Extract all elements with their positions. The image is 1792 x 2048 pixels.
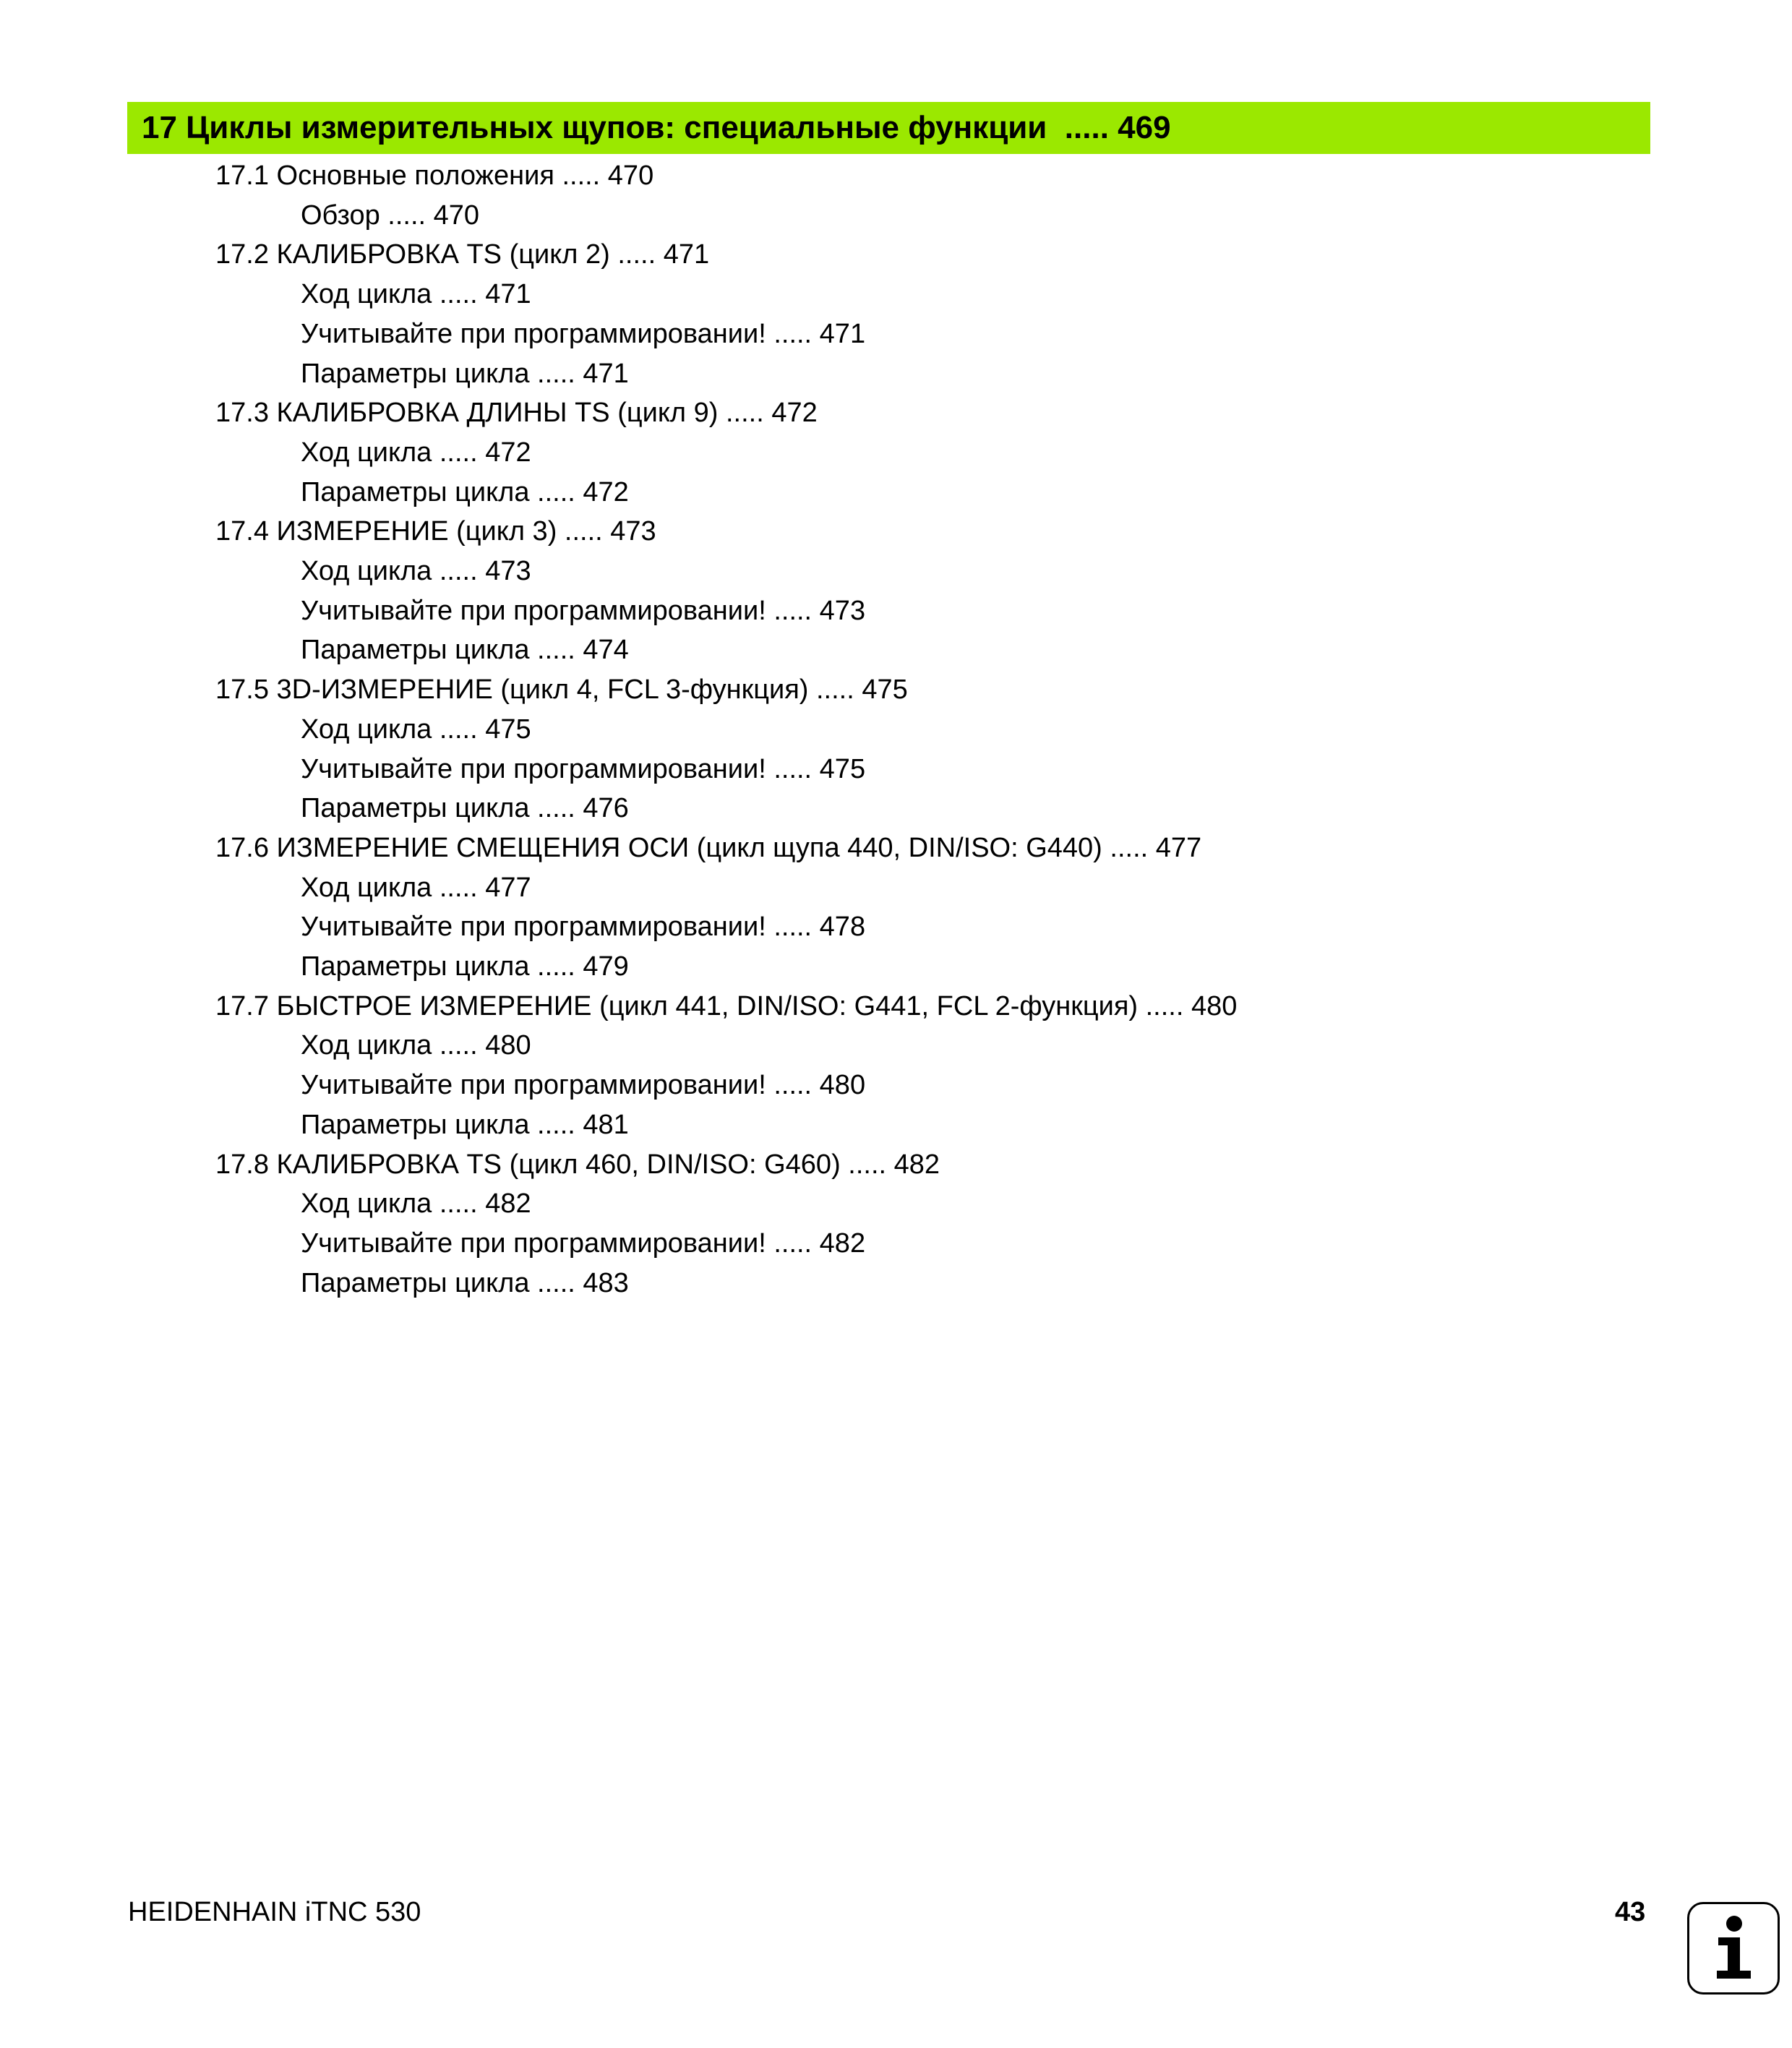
toc-subsection-entry[interactable]: Ход цикла ..... 473 xyxy=(301,556,531,586)
toc-subsection-entry[interactable]: Учитывайте при программировании! ..... 482 xyxy=(301,1227,866,1259)
info-icon[interactable] xyxy=(1687,1902,1780,1995)
toc-subsection-entry[interactable]: Параметры цикла ..... 474 xyxy=(301,635,629,666)
footer-page-number: 43 xyxy=(1615,1897,1646,1927)
toc-subsection-entry[interactable]: Учитывайте при программировании! ..... 475 xyxy=(301,753,866,784)
chapter-title[interactable]: 17 Циклы измерительных щупов: специальные функции ..... 469 xyxy=(142,110,1171,145)
toc-subsection-entry[interactable]: Ход цикла ..... 477 xyxy=(301,872,531,903)
toc-section-entry[interactable]: 17.5 3D-ИЗМЕРЕНИЕ (цикл 4, FCL 3-функция) ..... 475 xyxy=(215,674,908,706)
toc-subsection-entry[interactable]: Параметры цикла ..... 483 xyxy=(301,1267,629,1298)
toc-section-entry[interactable]: 17.4 ИЗМЕРЕНИЕ (цикл 3) ..... 473 xyxy=(215,516,656,547)
toc-section-entry[interactable]: 17.2 КАЛИБРОВКА TS (цикл 2) ..... 471 xyxy=(215,239,710,270)
footer-product-name: HEIDENHAIN iTNC 530 xyxy=(128,1897,421,1927)
toc-subsection-entry[interactable]: Ход цикла ..... 482 xyxy=(301,1188,531,1220)
info-glyph xyxy=(1689,1904,1778,1992)
toc-subsection-entry[interactable]: Учитывайте при программировании! ..... 478 xyxy=(301,912,866,943)
toc-section-entry[interactable]: 17.8 КАЛИБРОВКА TS (цикл 460, DIN/ISO: G460) ..... 482 xyxy=(215,1149,940,1180)
chapter-header-bar xyxy=(127,102,1650,154)
toc-subsection-entry[interactable]: Параметры цикла ..... 472 xyxy=(301,476,629,507)
toc-subsection-entry[interactable]: Обзор ..... 470 xyxy=(301,200,480,231)
toc-subsection-entry[interactable]: Ход цикла ..... 471 xyxy=(301,279,531,310)
toc-subsection-entry[interactable]: Параметры цикла ..... 481 xyxy=(301,1109,629,1140)
toc-subsection-entry[interactable]: Ход цикла ..... 475 xyxy=(301,714,531,745)
toc-section-entry[interactable]: 17.7 БЫСТРОЕ ИЗМЕРЕНИЕ (цикл 441, DIN/ISO: G441, FCL 2-функция) ..... 480 xyxy=(215,990,1238,1021)
toc-section-entry[interactable]: 17.3 КАЛИБРОВКА ДЛИНЫ TS (цикл 9) ..... 472 xyxy=(215,398,818,429)
toc-subsection-entry[interactable]: Учитывайте при программировании! ..... 480 xyxy=(301,1070,866,1101)
toc-subsection-entry[interactable]: Параметры цикла ..... 471 xyxy=(301,358,629,389)
toc-subsection-entry[interactable]: Параметры цикла ..... 476 xyxy=(301,793,629,824)
toc-section-entry[interactable]: 17.6 ИЗМЕРЕНИЕ СМЕЩЕНИЯ ОСИ (цикл щупа 440, DIN/ISO: G440) ..... 477 xyxy=(215,832,1202,863)
toc-subsection-entry[interactable]: Параметры цикла ..... 479 xyxy=(301,951,629,982)
toc-subsection-entry[interactable]: Ход цикла ..... 480 xyxy=(301,1030,531,1061)
toc-subsection-entry[interactable]: Учитывайте при программировании! ..... 471 xyxy=(301,318,866,349)
toc-subsection-entry[interactable]: Ход цикла ..... 472 xyxy=(301,437,531,468)
toc-subsection-entry[interactable]: Учитывайте при программировании! ..... 473 xyxy=(301,595,866,626)
toc-section-entry[interactable]: 17.1 Основные положения ..... 470 xyxy=(215,160,654,191)
